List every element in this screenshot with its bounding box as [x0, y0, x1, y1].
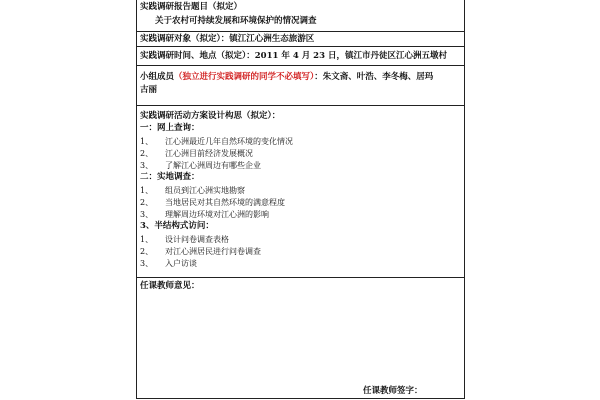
report-form [136, 0, 465, 399]
section-2-item-2: 当地居民对其自然环境的满意程度 [165, 198, 285, 207]
title-row [137, 0, 464, 32]
section-3-item-1-num: 1、 [140, 235, 154, 244]
plan-heading: 实践调研活动方案设计构思（拟定）： [140, 111, 281, 121]
teacher-opinion-label: 任课教师意见： [140, 281, 200, 291]
section-3-item-2: 对江心洲居民进行问卷调查 [165, 247, 261, 256]
section-3-item-3-num: 3、 [140, 259, 154, 268]
section-1-title: 一：网上查询： [140, 123, 200, 133]
members-row [137, 66, 464, 106]
object-label: 实践调研对象（拟定）： [140, 34, 230, 44]
members-line-1 [140, 72, 433, 83]
time-place-field [140, 51, 447, 62]
time-place-label: 实践调研时间、地点（拟定）： [140, 51, 255, 61]
section-2-item-3: 理解周边环境对江心洲的影响 [165, 210, 269, 219]
members-note: （独立进行实践调研的同学不必填写） [174, 72, 315, 82]
members-line-2: 古丽 [140, 85, 158, 95]
section-1-item-3-num: 3、 [140, 161, 154, 170]
object-field [140, 34, 314, 45]
section-1-item-3: 了解江心洲周边有哪些企业 [165, 161, 261, 170]
section-1-item-1: 江心洲最近几年自然环境的变化情况 [165, 137, 293, 146]
section-2-item-2-num: 2、 [140, 198, 154, 207]
object-value: 镇江江心洲生态旅游区 [229, 34, 315, 44]
teacher-signature-label: 任课教师签字： [363, 386, 423, 396]
section-2-item-3-num: 3、 [140, 210, 154, 219]
section-1-item-1-num: 1、 [140, 137, 154, 146]
object-row [137, 32, 464, 47]
time-place-value: 2011 年 4 月 23 日，镇江市丹徒区江心洲五墩村 [254, 51, 447, 61]
section-1-item-2-num: 2、 [140, 149, 154, 158]
section-3-title: 3、半结构式访问： [140, 221, 214, 231]
teacher-row [137, 278, 464, 398]
section-2-item-1: 组员到江心洲实地勘察 [165, 186, 245, 195]
report-topic: 关于农村可持续发展和环境保护的情况调查 [155, 16, 317, 26]
plan-row [137, 106, 464, 278]
section-1-item-2: 江心洲目前经济发展概况 [165, 149, 253, 158]
time-place-row [137, 47, 464, 66]
section-2-title: 二：实地调查： [140, 172, 200, 182]
section-2-item-1-num: 1、 [140, 186, 154, 195]
members-label: 小组成员 [140, 72, 175, 82]
section-3-item-1: 设计问卷调查表格 [165, 235, 229, 244]
section-3-item-2-num: 2、 [140, 247, 154, 256]
members-names: ：朱文斋、叶浩、李冬梅、居玛 [314, 72, 434, 82]
section-3-item-3: 入户访谈 [165, 259, 197, 268]
title-label: 实践调研报告题目（拟定） [140, 2, 243, 12]
